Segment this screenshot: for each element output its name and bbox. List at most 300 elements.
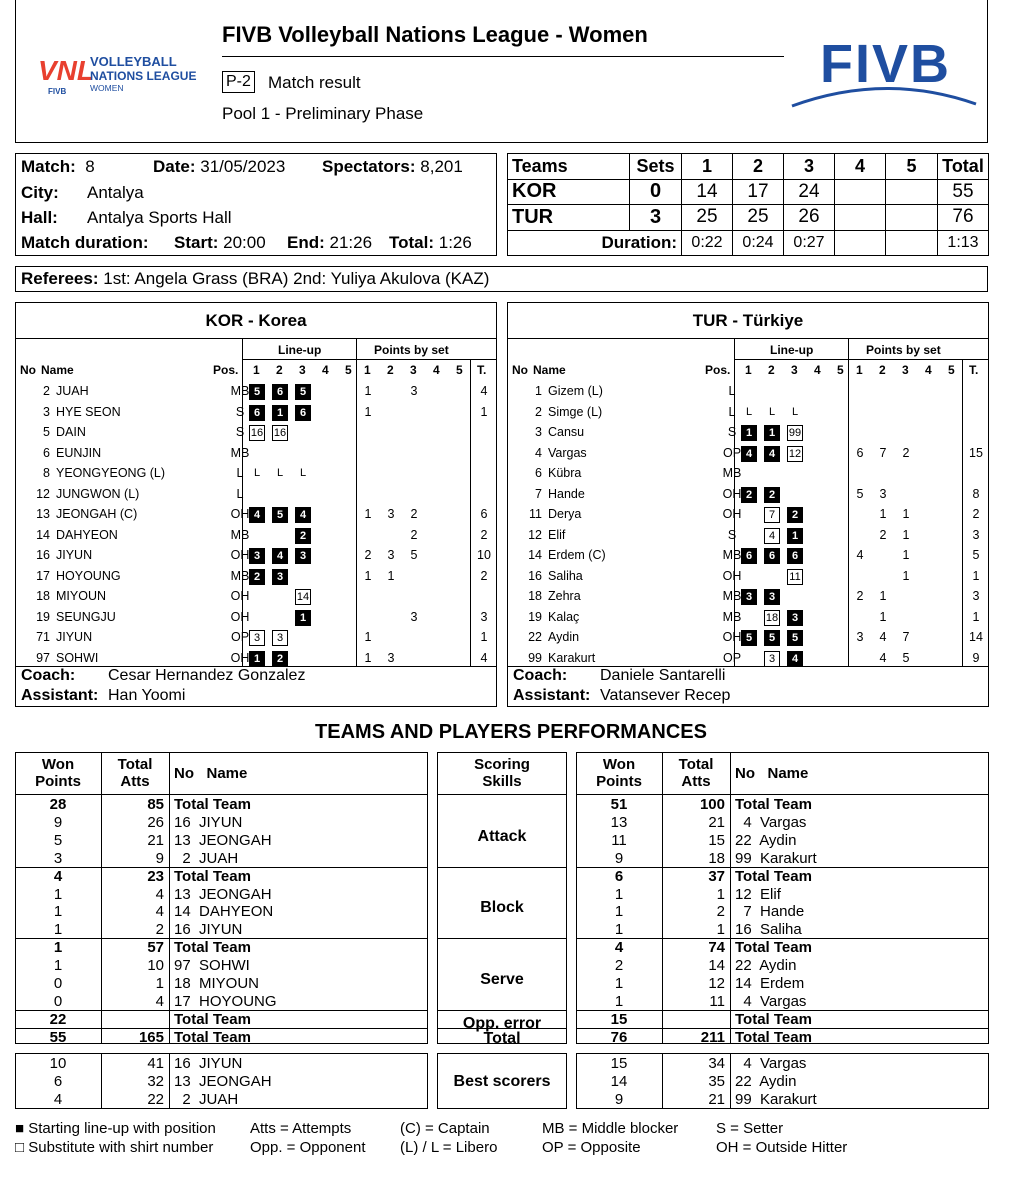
total-atts: 74 xyxy=(708,939,725,957)
score-sets: 3 xyxy=(630,205,682,231)
points-set-3: 3 xyxy=(410,363,417,377)
player-number: 1 xyxy=(535,384,542,398)
col-name: Name xyxy=(533,363,566,377)
points-header: Points by set xyxy=(374,343,449,357)
total-points: 6 xyxy=(480,507,488,521)
set-points: 5 xyxy=(410,548,418,562)
total-points: 2 xyxy=(480,527,488,542)
legend-item: (C) = Captain xyxy=(400,1120,490,1137)
total-atts: 1 xyxy=(155,975,164,992)
set-points: 1 xyxy=(879,507,887,521)
divider xyxy=(734,359,988,360)
starting-position: 2 xyxy=(249,569,265,585)
starting-position: 6 xyxy=(295,405,311,421)
legend-item: MB = Middle blocker xyxy=(542,1120,679,1137)
vnl-line3: WOMEN xyxy=(90,83,124,93)
player-position: OP xyxy=(230,630,250,644)
no-name-header: No Name xyxy=(735,765,809,782)
points-set-5: 5 xyxy=(456,363,463,377)
doc-type: Match result xyxy=(268,73,361,92)
starting-position: 5 xyxy=(764,630,780,646)
player-name: EUNJIN xyxy=(56,445,102,460)
total-points: 5 xyxy=(972,548,980,562)
starting-position: 6 xyxy=(787,548,803,564)
won-points: 0 xyxy=(53,992,63,1010)
lineup-set-3: 3 xyxy=(299,363,306,377)
player-no-name: 17 HOYOUNG xyxy=(174,992,277,1010)
player-number: 13 xyxy=(36,507,50,521)
won-points: 1 xyxy=(53,921,63,939)
libero-marker: L xyxy=(791,405,799,418)
player-position: S xyxy=(727,425,737,439)
player-name: Kübra xyxy=(548,466,582,480)
divider xyxy=(16,794,427,795)
coach xyxy=(513,667,567,685)
team-panel-kor xyxy=(15,302,497,707)
score-cell: 14 xyxy=(682,179,733,205)
starting-position: 2 xyxy=(295,528,311,544)
vnl-fivb-mark: FIVB xyxy=(48,87,67,96)
player-position: MB xyxy=(722,589,742,603)
total-points: 1 xyxy=(480,404,488,419)
player-number: 12 xyxy=(528,527,542,542)
player-name: JUNGWON (L) xyxy=(56,486,140,501)
skill-label: Attack xyxy=(477,827,527,845)
set-points: 1 xyxy=(364,404,372,419)
won-points: 9 xyxy=(53,813,63,831)
player-position: OH xyxy=(722,568,742,583)
substitute-number: 11 xyxy=(787,569,803,585)
total-points: 2 xyxy=(480,568,488,583)
set-points: 2 xyxy=(410,507,418,521)
total-points: 14 xyxy=(969,630,983,644)
lineup-header: Line-up xyxy=(770,343,814,357)
starting-position: 5 xyxy=(741,630,757,646)
set-points: 1 xyxy=(879,589,887,603)
coach xyxy=(21,667,75,685)
duration-label: Match duration: xyxy=(21,233,149,252)
divider xyxy=(438,938,566,939)
skills-label: Skills xyxy=(482,773,522,790)
assistant xyxy=(21,687,98,705)
total-duration: 1:13 xyxy=(938,230,989,256)
player-position: OP xyxy=(722,445,742,460)
player-position: OH xyxy=(722,630,742,644)
player-row xyxy=(508,525,988,546)
player-number: 6 xyxy=(43,445,50,460)
best-points: 10 xyxy=(49,1055,67,1072)
score-cell: 24 xyxy=(784,179,835,205)
team-title: TUR - Türkiye xyxy=(508,303,988,339)
skill-label: Opp. error xyxy=(462,1014,542,1032)
substitute-number: 99 xyxy=(788,427,802,439)
player-number: 12 xyxy=(36,486,50,501)
set-points: 2 xyxy=(902,445,910,460)
col-total: T. xyxy=(477,363,487,377)
best-player: 13 JEONGAH xyxy=(174,1072,272,1090)
team-total-label: Total Team xyxy=(174,867,251,885)
won-points: 55 xyxy=(49,1028,67,1046)
lineup-set-1: 1 xyxy=(253,363,260,377)
total-atts: 165 xyxy=(138,1028,164,1046)
player-row xyxy=(508,586,988,607)
best-atts: 41 xyxy=(147,1055,164,1072)
player-name: JIYUN xyxy=(56,548,93,562)
player-name: Kalaç xyxy=(548,609,580,624)
end-time: End: 21:26 xyxy=(287,233,373,252)
lineup-set-4: 4 xyxy=(814,363,821,377)
starting-position: 1 xyxy=(295,610,311,626)
won-points: 28 xyxy=(49,796,67,813)
substitute-number: 3 xyxy=(272,630,288,646)
player-number: 22 xyxy=(528,630,542,644)
best-player: 4 Vargas xyxy=(735,1055,807,1072)
score-cell: 25 xyxy=(682,205,733,231)
score-row-tur xyxy=(508,205,989,231)
best-points: 14 xyxy=(610,1072,628,1090)
starting-position: 2 xyxy=(741,487,757,503)
player-row xyxy=(16,443,496,464)
set-points: 5 xyxy=(856,486,864,501)
set-points: 7 xyxy=(902,630,910,644)
assistant-name: Han Yoomi xyxy=(108,687,186,704)
player-no-name: 14 Erdem xyxy=(735,975,805,992)
player-number: 18 xyxy=(36,589,50,603)
starting-position: 3 xyxy=(787,610,803,626)
won-points: 6 xyxy=(614,867,624,885)
libero-marker: L xyxy=(768,405,776,418)
player-number: 19 xyxy=(528,609,542,624)
set-points: 3 xyxy=(410,384,418,398)
starting-position: 3 xyxy=(272,569,288,585)
player-no-name: 18 MIYOUN xyxy=(174,975,260,992)
starting-position: 5 xyxy=(272,507,288,523)
col-no: No xyxy=(20,363,36,377)
city-label: City: xyxy=(21,183,59,202)
coach-label: Coach: xyxy=(513,667,568,684)
player-row xyxy=(508,443,988,464)
best-scorers-label: Best scorers xyxy=(453,1073,551,1090)
total-atts: 100 xyxy=(699,796,725,813)
player-number: 16 xyxy=(528,568,542,583)
total-points: 1 xyxy=(480,630,488,644)
player-row xyxy=(508,545,988,566)
total-atts: 211 xyxy=(700,1028,725,1046)
total-atts: 26 xyxy=(147,813,164,831)
player-number: 2 xyxy=(535,404,542,419)
player-row xyxy=(16,422,496,443)
total-points: 10 xyxy=(477,548,491,562)
player-name: JUAH xyxy=(56,384,89,398)
total-atts: 21 xyxy=(708,813,725,831)
player-name: Cansu xyxy=(548,425,585,439)
player-row xyxy=(16,627,496,648)
player-name: Hande xyxy=(548,486,585,501)
divider xyxy=(169,753,170,1043)
substitute-number: 12 xyxy=(788,447,802,460)
legend-item: Atts = Attempts xyxy=(250,1120,352,1137)
player-no-name: 4 Vargas xyxy=(735,813,807,831)
set-duration xyxy=(835,230,886,256)
substitute-number: 16 xyxy=(273,427,287,439)
best-atts: 34 xyxy=(708,1055,725,1072)
player-position: S xyxy=(235,404,245,419)
set-points: 2 xyxy=(856,589,864,603)
total-points: 9 xyxy=(972,650,980,665)
set-points: 1 xyxy=(364,507,372,521)
player-number: 97 xyxy=(36,650,50,665)
total-atts: 1 xyxy=(716,921,725,939)
won-points: 13 xyxy=(610,813,628,831)
score-team: KOR xyxy=(508,179,630,205)
player-no-name: 12 Elif xyxy=(735,885,781,903)
legend-item: ■ Starting line-up with position xyxy=(15,1120,216,1137)
best-scorers-tur xyxy=(576,1053,989,1109)
libero-marker: L xyxy=(299,467,307,479)
total-time: Total: 1:26 xyxy=(389,233,472,252)
player-row xyxy=(16,566,496,587)
col-no: No xyxy=(512,363,528,377)
player-position: MB xyxy=(722,609,742,624)
player-name: MIYOUN xyxy=(56,589,106,603)
score-cell xyxy=(835,179,886,205)
starting-position: 2 xyxy=(787,507,803,523)
score-header-set3: 3 xyxy=(784,154,835,180)
total-points: 3 xyxy=(972,527,980,542)
starting-position: 6 xyxy=(249,405,265,421)
won-points: 1 xyxy=(614,992,624,1010)
starting-position: 6 xyxy=(741,548,757,564)
team-total-label: Total Team xyxy=(735,867,812,885)
best-points: 6 xyxy=(53,1072,63,1090)
total-points: 4 xyxy=(480,384,488,398)
total-atts: 4 xyxy=(155,903,164,921)
player-position: MB xyxy=(230,527,250,542)
set-points: 2 xyxy=(410,527,418,542)
referees-label: Referees: xyxy=(21,269,99,288)
start-time: Start: 20:00 xyxy=(174,233,266,252)
score-cell: 25 xyxy=(733,205,784,231)
starting-position: 4 xyxy=(787,651,803,667)
player-position: L xyxy=(728,404,736,419)
set-duration: 0:27 xyxy=(784,230,835,256)
total-atts: 57 xyxy=(147,939,164,957)
player-name: Aydin xyxy=(548,630,580,644)
won-points: 1 xyxy=(614,921,624,939)
won-points: 76 xyxy=(610,1028,628,1046)
set-points: 1 xyxy=(902,507,910,521)
won-label: Won xyxy=(41,756,75,773)
team-title: KOR - Korea xyxy=(16,303,496,339)
player-number: 3 xyxy=(535,425,542,439)
total-points: 4 xyxy=(480,650,488,665)
player-position: OH xyxy=(230,548,250,562)
player-number: 18 xyxy=(528,589,542,603)
score-cell xyxy=(835,205,886,231)
set-points: 1 xyxy=(902,568,910,583)
referees-text: 1st: Angela Grass (BRA) 2nd: Yuliya Akulova (KAZ) xyxy=(103,269,490,288)
coach-name: Cesar Hernandez Gonzalez xyxy=(108,667,306,684)
starting-position: 3 xyxy=(249,548,265,564)
vnl-logo xyxy=(38,50,213,96)
col-pos: Pos. xyxy=(213,363,239,377)
score-cell: 17 xyxy=(733,179,784,205)
set-points: 2 xyxy=(364,548,372,562)
starting-position: 3 xyxy=(295,548,311,564)
best-player: 2 JUAH xyxy=(174,1090,239,1108)
player-number: 71 xyxy=(36,630,50,644)
starting-position: 4 xyxy=(249,507,265,523)
team-total-label: Total Team xyxy=(735,1010,812,1028)
substitute-number: 3 xyxy=(764,651,780,667)
col-total: T. xyxy=(969,363,979,377)
score-row-kor xyxy=(508,179,989,205)
set-points: 6 xyxy=(856,445,864,460)
player-row xyxy=(16,484,496,505)
divider xyxy=(730,1054,731,1108)
points-label: Points xyxy=(596,773,642,790)
points-set-2: 2 xyxy=(387,363,394,377)
set-points: 3 xyxy=(387,548,395,562)
total-atts: 18 xyxy=(708,849,725,867)
lineup-header: Line-up xyxy=(278,343,322,357)
won-label: Won xyxy=(602,756,636,773)
best-points: 9 xyxy=(614,1090,624,1108)
substitute-number: 16 xyxy=(250,427,264,439)
starting-position: 5 xyxy=(295,384,311,400)
no-name-header: No Name xyxy=(174,765,248,782)
best-atts: 35 xyxy=(708,1072,725,1090)
best-atts: 22 xyxy=(147,1090,164,1108)
score-table xyxy=(507,153,989,256)
player-name: JIYUN xyxy=(56,630,93,644)
total-atts: 14 xyxy=(708,957,725,975)
set-points: 7 xyxy=(879,445,887,460)
player-row xyxy=(16,525,496,546)
legend-item: □ Substitute with shirt number xyxy=(15,1139,214,1156)
divider xyxy=(169,1054,170,1108)
score-header-set1: 1 xyxy=(682,154,733,180)
score-total: 55 xyxy=(938,179,989,205)
performance-section-title: TEAMS AND PLAYERS PERFORMANCES xyxy=(315,721,707,743)
hall-value: Antalya Sports Hall xyxy=(87,208,232,227)
set-points: 4 xyxy=(856,548,864,562)
starting-position: 1 xyxy=(249,651,265,667)
points-set-1: 1 xyxy=(364,363,371,377)
player-number: 17 xyxy=(36,568,50,583)
player-row xyxy=(16,504,496,525)
player-name: HYE SEON xyxy=(56,404,121,419)
player-number: 14 xyxy=(528,548,542,562)
lineup-set-3: 3 xyxy=(791,363,798,377)
referees-bar xyxy=(15,266,988,292)
team-total-label: Total Team xyxy=(174,939,251,957)
score-team: TUR xyxy=(508,205,630,231)
atts-label: Atts xyxy=(681,773,711,790)
legend-item: S = Setter xyxy=(716,1120,784,1137)
starting-position: 3 xyxy=(741,589,757,605)
points-set-5: 5 xyxy=(948,363,955,377)
team-total-label: Total Team xyxy=(735,1028,812,1046)
total-atts: 85 xyxy=(147,796,164,813)
match-number: Match: 8 xyxy=(21,157,95,176)
best-points: 4 xyxy=(53,1090,63,1108)
starting-position: 1 xyxy=(764,425,780,441)
total-points: 2 xyxy=(972,507,980,521)
set-points: 4 xyxy=(879,650,887,665)
starting-position: 5 xyxy=(787,630,803,646)
skill-label: Total xyxy=(483,1029,521,1047)
player-row xyxy=(16,586,496,607)
player-position: OP xyxy=(722,650,742,665)
won-points: 1 xyxy=(53,939,63,957)
libero-marker: L xyxy=(745,405,753,418)
substitute-number: 4 xyxy=(764,528,780,544)
col-pos: Pos. xyxy=(705,363,731,377)
player-name: Simge (L) xyxy=(548,404,603,419)
best-player: 22 Aydin xyxy=(735,1072,797,1090)
divider xyxy=(438,867,566,868)
player-position: L xyxy=(236,466,244,480)
player-position: MB xyxy=(230,568,250,583)
total-label: Total xyxy=(678,756,714,773)
lineup-set-2: 2 xyxy=(768,363,775,377)
points-set-4: 4 xyxy=(433,363,440,377)
starting-position: 4 xyxy=(741,446,757,462)
set-points: 5 xyxy=(902,650,910,665)
lineup-set-4: 4 xyxy=(322,363,329,377)
player-position: L xyxy=(728,384,736,398)
score-header-row xyxy=(508,154,989,180)
player-position: OH xyxy=(722,486,742,501)
set-points: 4 xyxy=(879,630,887,644)
col-name: Name xyxy=(41,363,74,377)
score-header-teams: Teams xyxy=(508,154,630,180)
won-points: 0 xyxy=(53,975,63,992)
assistant-name: Vatansever Recep xyxy=(600,687,731,704)
skill-label: Serve xyxy=(480,971,524,988)
won-points: 3 xyxy=(53,849,63,867)
player-row xyxy=(16,381,496,402)
skill-label: Block xyxy=(480,899,524,917)
player-row xyxy=(16,648,496,669)
hall-label: Hall: xyxy=(21,208,58,227)
coach-label: Coach: xyxy=(21,667,76,684)
total-atts: 37 xyxy=(708,867,725,885)
total-points: 3 xyxy=(480,609,488,624)
best-player: 99 Karakurt xyxy=(735,1090,817,1108)
player-row xyxy=(508,463,988,484)
player-row xyxy=(508,422,988,443)
set-points: 3 xyxy=(856,630,864,644)
player-name: SEUNGJU xyxy=(56,609,116,624)
player-row xyxy=(16,607,496,628)
total-label: Total xyxy=(117,756,153,773)
player-number: 7 xyxy=(535,486,542,501)
player-number: 19 xyxy=(36,609,50,624)
score-sets: 0 xyxy=(630,179,682,205)
player-no-name: 22 Aydin xyxy=(735,831,797,849)
match-date: Date: 31/05/2023 xyxy=(153,157,286,176)
best-player: 16 JIYUN xyxy=(174,1055,243,1072)
player-position: MB xyxy=(230,384,250,398)
set-points: 1 xyxy=(902,548,910,562)
player-no-name: 16 JIYUN xyxy=(174,921,243,939)
substitute-number: 3 xyxy=(249,630,265,646)
player-row xyxy=(16,402,496,423)
starting-position: 1 xyxy=(741,425,757,441)
set-points: 1 xyxy=(364,384,372,398)
